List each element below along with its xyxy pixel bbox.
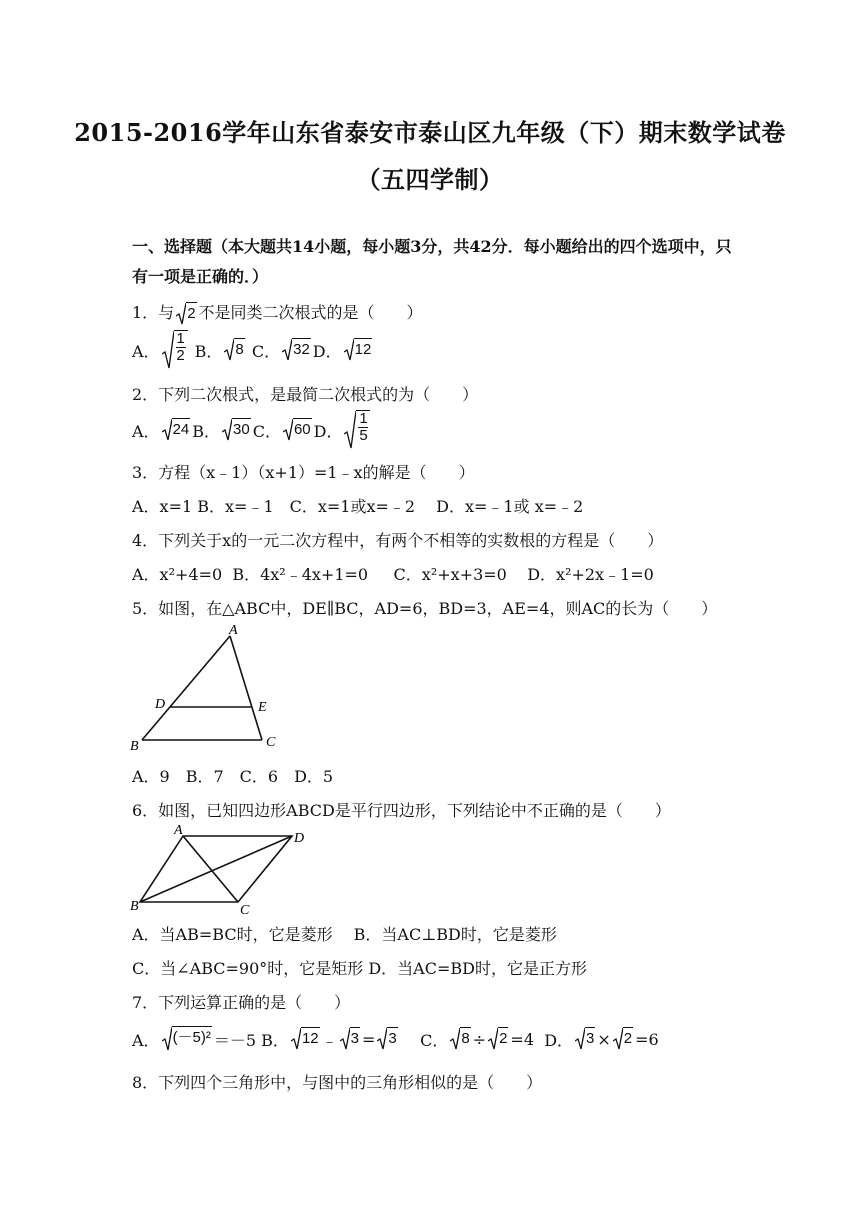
q7-c-label: C． (420, 1030, 449, 1050)
q7-d-radicand-2: 2 (623, 1027, 633, 1050)
q7-b-radicand-3: 3 (387, 1027, 397, 1050)
q1-b-label: B． (194, 341, 223, 361)
title-line-2: （五四学制） (356, 165, 504, 194)
q1-stem-post: 不是同类二次根式的是（ ） (198, 303, 423, 322)
sqrt (162, 418, 191, 442)
q7-d-radicand-1: 3 (585, 1027, 595, 1050)
sqrt (344, 338, 373, 362)
q1-a-numerator: 1 (176, 330, 185, 347)
q6-diagonal-bd (140, 836, 292, 902)
section-heading: 一、选择题（本大题共14小题，每小题3分，共42分．每小题给出的四个选项中，只有一项是正确的．） (132, 237, 732, 286)
q2-a-radicand: 24 (172, 418, 191, 441)
q3-stem: 3．方程（x﹣1）（x+1）=1﹣x的解是（ ） (132, 463, 475, 482)
q1-b-radicand: 8 (234, 338, 244, 361)
q1-d-radicand: 12 (354, 338, 373, 361)
q2-b-label: B． (192, 421, 221, 441)
q7-options: A． (－5)² ＝－5 B． 12 ﹣ 3 = 3 C． 8 ÷ 2 =4 D． 3 × 2 =6 (132, 1026, 659, 1052)
q2-d-label: D． (313, 421, 343, 441)
q1-stem (132, 300, 423, 326)
sqrt (176, 302, 196, 326)
q6-label-a: A (174, 823, 183, 838)
sqrt (291, 1027, 320, 1051)
q2-stem: 2．下列二次根式，是最简二次根式的为（ ） (132, 385, 479, 404)
q1-a-denominator: 2 (176, 347, 185, 364)
q5-side-ab (142, 636, 230, 740)
sqrt (575, 1027, 595, 1051)
sqrt (377, 1027, 397, 1051)
q5-label-e: E (258, 700, 267, 715)
sqrt (613, 1027, 633, 1051)
q5-label-a: A (229, 623, 238, 638)
q4-options (132, 562, 654, 585)
sqrt (340, 1027, 360, 1051)
sqrt (488, 1027, 508, 1051)
q2-a-label: A． (132, 421, 160, 441)
sqrt (162, 330, 188, 370)
q6-options-line-1: A．当AB=BC时，它是菱形 B．当AC⊥BD时，它是菱形 (132, 925, 557, 944)
q4-option-a: A．x²+4=0 (132, 565, 223, 584)
q7-b-radicand-1: 12 (301, 1027, 320, 1050)
sqrt (222, 418, 251, 442)
q1-c-label: C． (251, 341, 281, 361)
q1-a-label: A． (132, 341, 160, 361)
q7-c-tail: =4 (510, 1029, 535, 1049)
q5-stem: 5．如图，在△ABC中，DE∥BC，AD=6，BD=3，AE=4，则AC的长为（ ） (132, 599, 718, 618)
q6-label-c: C (240, 903, 250, 918)
sqrt (282, 338, 311, 362)
q5-triangle-figure (128, 622, 288, 754)
q5-side-ac (230, 636, 262, 740)
q5-label-b: B (130, 739, 139, 754)
q2-options (132, 410, 372, 450)
q8-stem: 8．下列四个三角形中，与图中的三角形相似的是（ ） (132, 1073, 543, 1092)
q3-options: A．x=1 B．x=﹣1 C．x=1或x=﹣2 D．x=﹣1或 x=﹣2 (132, 497, 584, 516)
q5-options: A．9 B．7 C．6 D．5 (132, 767, 334, 786)
q7-d-label: D． (544, 1030, 574, 1050)
q2-d-numerator: 1 (359, 410, 368, 427)
q2-d-denominator: 5 (359, 427, 368, 444)
q1-options (132, 330, 374, 370)
q5-label-d: D (155, 697, 166, 712)
fraction (174, 330, 188, 364)
q6-options-line-2: C．当∠ABC=90°时，它是矩形 D．当AC=BD时，它是正方形 (132, 959, 587, 978)
q7-d-tail: =6 (635, 1029, 659, 1049)
fraction (356, 410, 370, 444)
q1-d-label: D． (312, 341, 342, 361)
title-line-1: 2015-2016学年山东省泰安市泰山区九年级（下）期末数学试卷 (74, 118, 786, 147)
q4-stem: 4．下列关于x的一元二次方程中，有两个不相等的实数根的方程是（ ） (132, 531, 664, 550)
q1-stem-radicand: 2 (186, 302, 196, 325)
q2-c-label: C． (252, 421, 281, 441)
sqrt (283, 418, 312, 442)
q4-option-b: B．4x²﹣4x+1=0 (232, 565, 369, 584)
q2-c-radicand: 60 (293, 418, 312, 441)
q7-c-radicand-1: 8 (460, 1027, 470, 1050)
q7-a-tail: ＝－5 (213, 1030, 257, 1050)
q1-c-radicand: 32 (292, 338, 311, 361)
q6-diagonal-ac (183, 836, 238, 902)
sqrt (224, 338, 244, 362)
q4-option-c: C．x²+x+3=0 (393, 565, 507, 584)
q1-stem-pre: 1．与 (132, 303, 175, 322)
q7-b-label: B． (261, 1030, 289, 1050)
q6-stem: 6．如图，已知四边形ABCD是平行四边形，下列结论中不正确的是（ ） (132, 801, 671, 820)
q5-label-c: C (266, 735, 276, 750)
q6-parallelogram-figure (128, 822, 318, 918)
sqrt (450, 1027, 470, 1051)
q7-a-label: A． (132, 1030, 160, 1050)
q2-b-radicand: 30 (232, 418, 251, 441)
sqrt (162, 1026, 212, 1052)
q7-b-radicand-2: 3 (350, 1027, 360, 1050)
q6-label-d: D (294, 831, 305, 846)
q7-stem: 7．下列运算正确的是（ ） (132, 993, 351, 1012)
q4-option-d: D．x²+2x﹣1=0 (527, 565, 654, 584)
q7-a-radicand: (－5)² (172, 1026, 212, 1049)
q7-c-radicand-2: 2 (498, 1027, 508, 1050)
sqrt (344, 410, 370, 450)
q6-label-b: B (130, 899, 139, 914)
